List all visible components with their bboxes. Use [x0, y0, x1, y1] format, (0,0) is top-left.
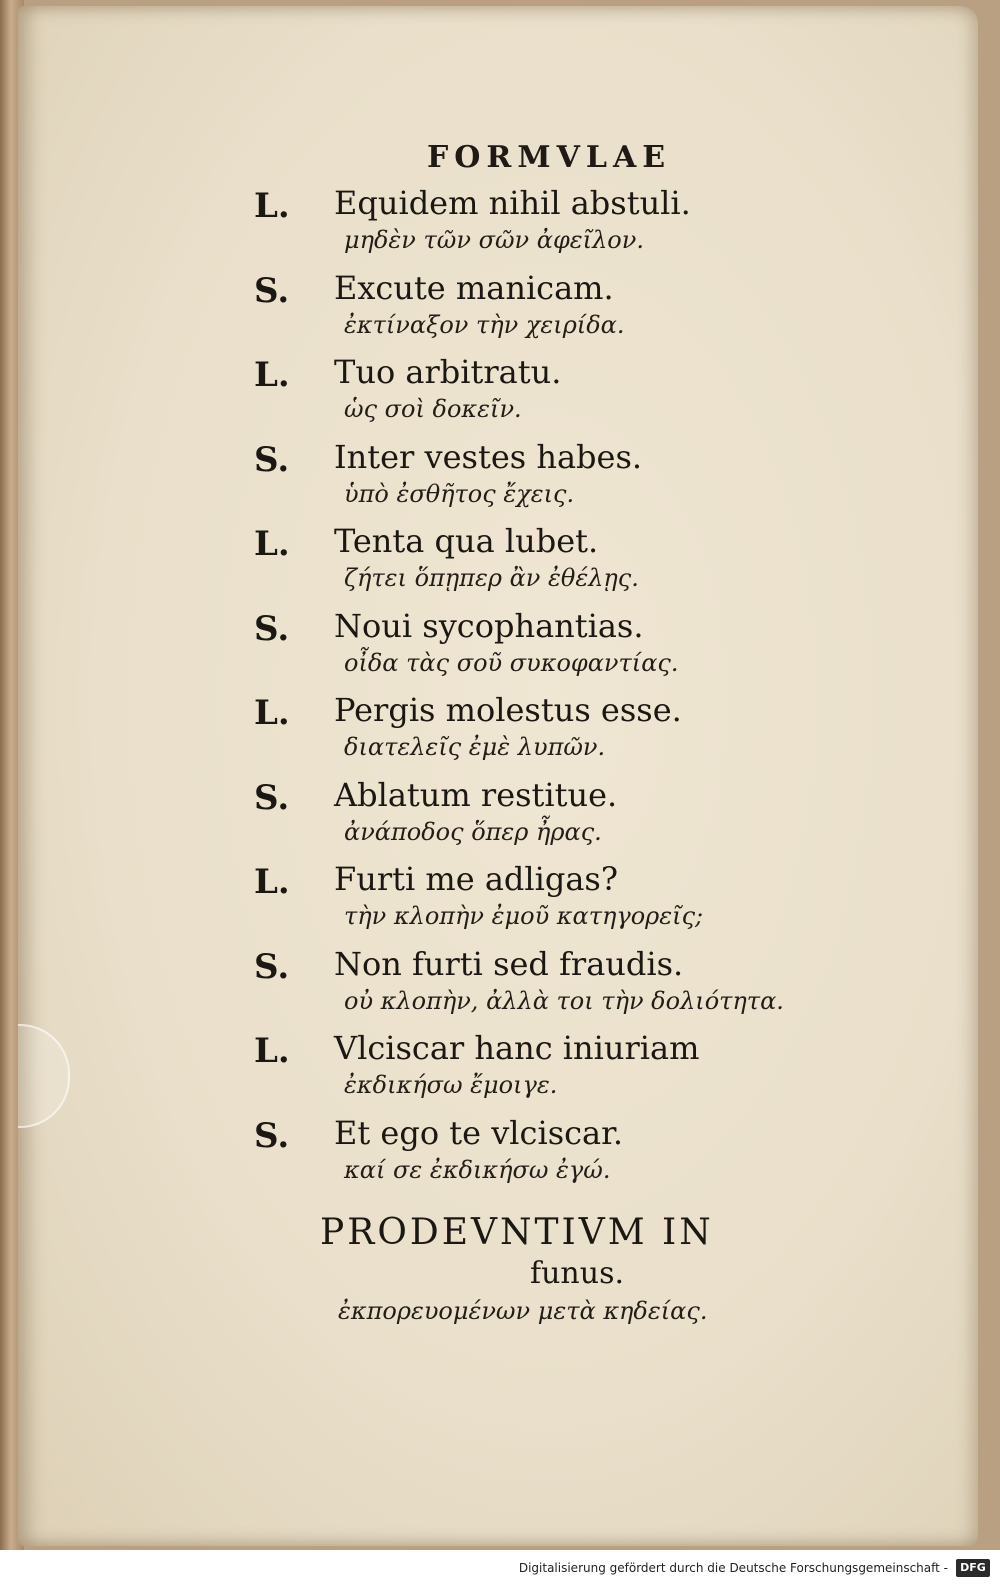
greek-line: ἐκδικήσω ἔμοιγε. [344, 1071, 558, 1099]
greek-line: ὡς σοὶ δοκεῖν. [344, 395, 522, 423]
dialogue-entry [248, 689, 868, 774]
greek-line: μηδὲν τῶν σῶν ἀφεῖλον. [344, 226, 644, 254]
speaker-label: S. [254, 1115, 290, 1156]
footer-credit: Digitalisierung gefördert durch die Deutsche Forschungsgemeinschaft - [518, 1561, 948, 1575]
greek-line: καί σε ἐκδικήσω ἐγώ. [344, 1155, 611, 1184]
latin-line: Tuo arbitratu. [334, 353, 562, 391]
latin-line: Tenta qua lubet. [334, 522, 599, 560]
latin-line: Et ego te vlciscar. [334, 1113, 624, 1152]
greek-line: οὐ κλοπὴν, ἀλλὰ τοι τὴν δολιότητα. [344, 986, 784, 1015]
footer-bar [0, 1550, 1000, 1589]
speaker-label: L. [254, 1031, 290, 1071]
dfg-logo-icon: DFG [956, 1559, 990, 1577]
section-greek-line: ἐκπορευομένων μετὰ κηδείας. [338, 1297, 708, 1325]
speaker-label: L. [254, 186, 290, 226]
dialogue-entry [248, 858, 868, 943]
section-subtitle: funus. [530, 1256, 624, 1291]
section-title: PRODEVNTIVM IN [320, 1212, 714, 1253]
dialogue-entry [248, 351, 868, 436]
latin-line: Furti me adligas? [334, 860, 618, 898]
dialogue-entry [248, 436, 868, 521]
latin-line: Noui sycophantias. [334, 606, 644, 645]
greek-line: τὴν κλοπὴν ἐμοῦ κατηγορεῖς; [344, 902, 704, 930]
latin-line: Non furti sed fraudis. [334, 944, 684, 983]
greek-line: ὑπὸ ἐσθῆτος ἔχεις. [344, 479, 575, 508]
speaker-label: S. [254, 439, 290, 480]
latin-line: Inter vestes habes. [334, 437, 643, 476]
latin-line: Ablatum restitue. [334, 775, 618, 814]
latin-line: Excute manicam. [334, 268, 614, 307]
dialogue-entry [248, 182, 868, 267]
greek-line: διατελεῖς ἐμὲ λυπῶν. [344, 733, 606, 761]
greek-line: ζήτει ὅπῃπερ ἂν ἐθέλῃς. [344, 564, 639, 592]
greek-line: οἶδα τὰς σοῦ συκοφαντίας. [344, 648, 679, 677]
latin-line: Equidem nihil abstuli. [334, 184, 691, 222]
speaker-label: S. [254, 777, 290, 818]
greek-line: ἀνάποδος ὅπερ ἦρας. [344, 817, 602, 846]
speaker-label: S. [254, 946, 290, 987]
dialogue-entry [248, 774, 868, 859]
greek-line: ἐκτίναξον τὴν χειρίδα. [344, 310, 625, 339]
dialogue-entry [248, 1027, 868, 1112]
page-header: FORMVLAE [427, 140, 672, 175]
speaker-label: L. [254, 355, 290, 395]
speaker-label: L. [254, 862, 290, 902]
dialogue-entry [248, 520, 868, 605]
latin-line: Pergis molestus esse. [334, 691, 682, 729]
speaker-label: L. [254, 693, 290, 733]
page-clip [18, 1024, 70, 1128]
latin-line: Vlciscar hanc iniuriam [334, 1029, 700, 1067]
dialogue [248, 182, 868, 1196]
speaker-label: L. [254, 524, 290, 564]
speaker-label: S. [254, 608, 290, 649]
dialogue-entry [248, 943, 868, 1028]
speaker-label: S. [254, 270, 290, 311]
dialogue-entry [248, 605, 868, 690]
dialogue-entry [248, 267, 868, 352]
dialogue-entry [248, 1112, 868, 1197]
